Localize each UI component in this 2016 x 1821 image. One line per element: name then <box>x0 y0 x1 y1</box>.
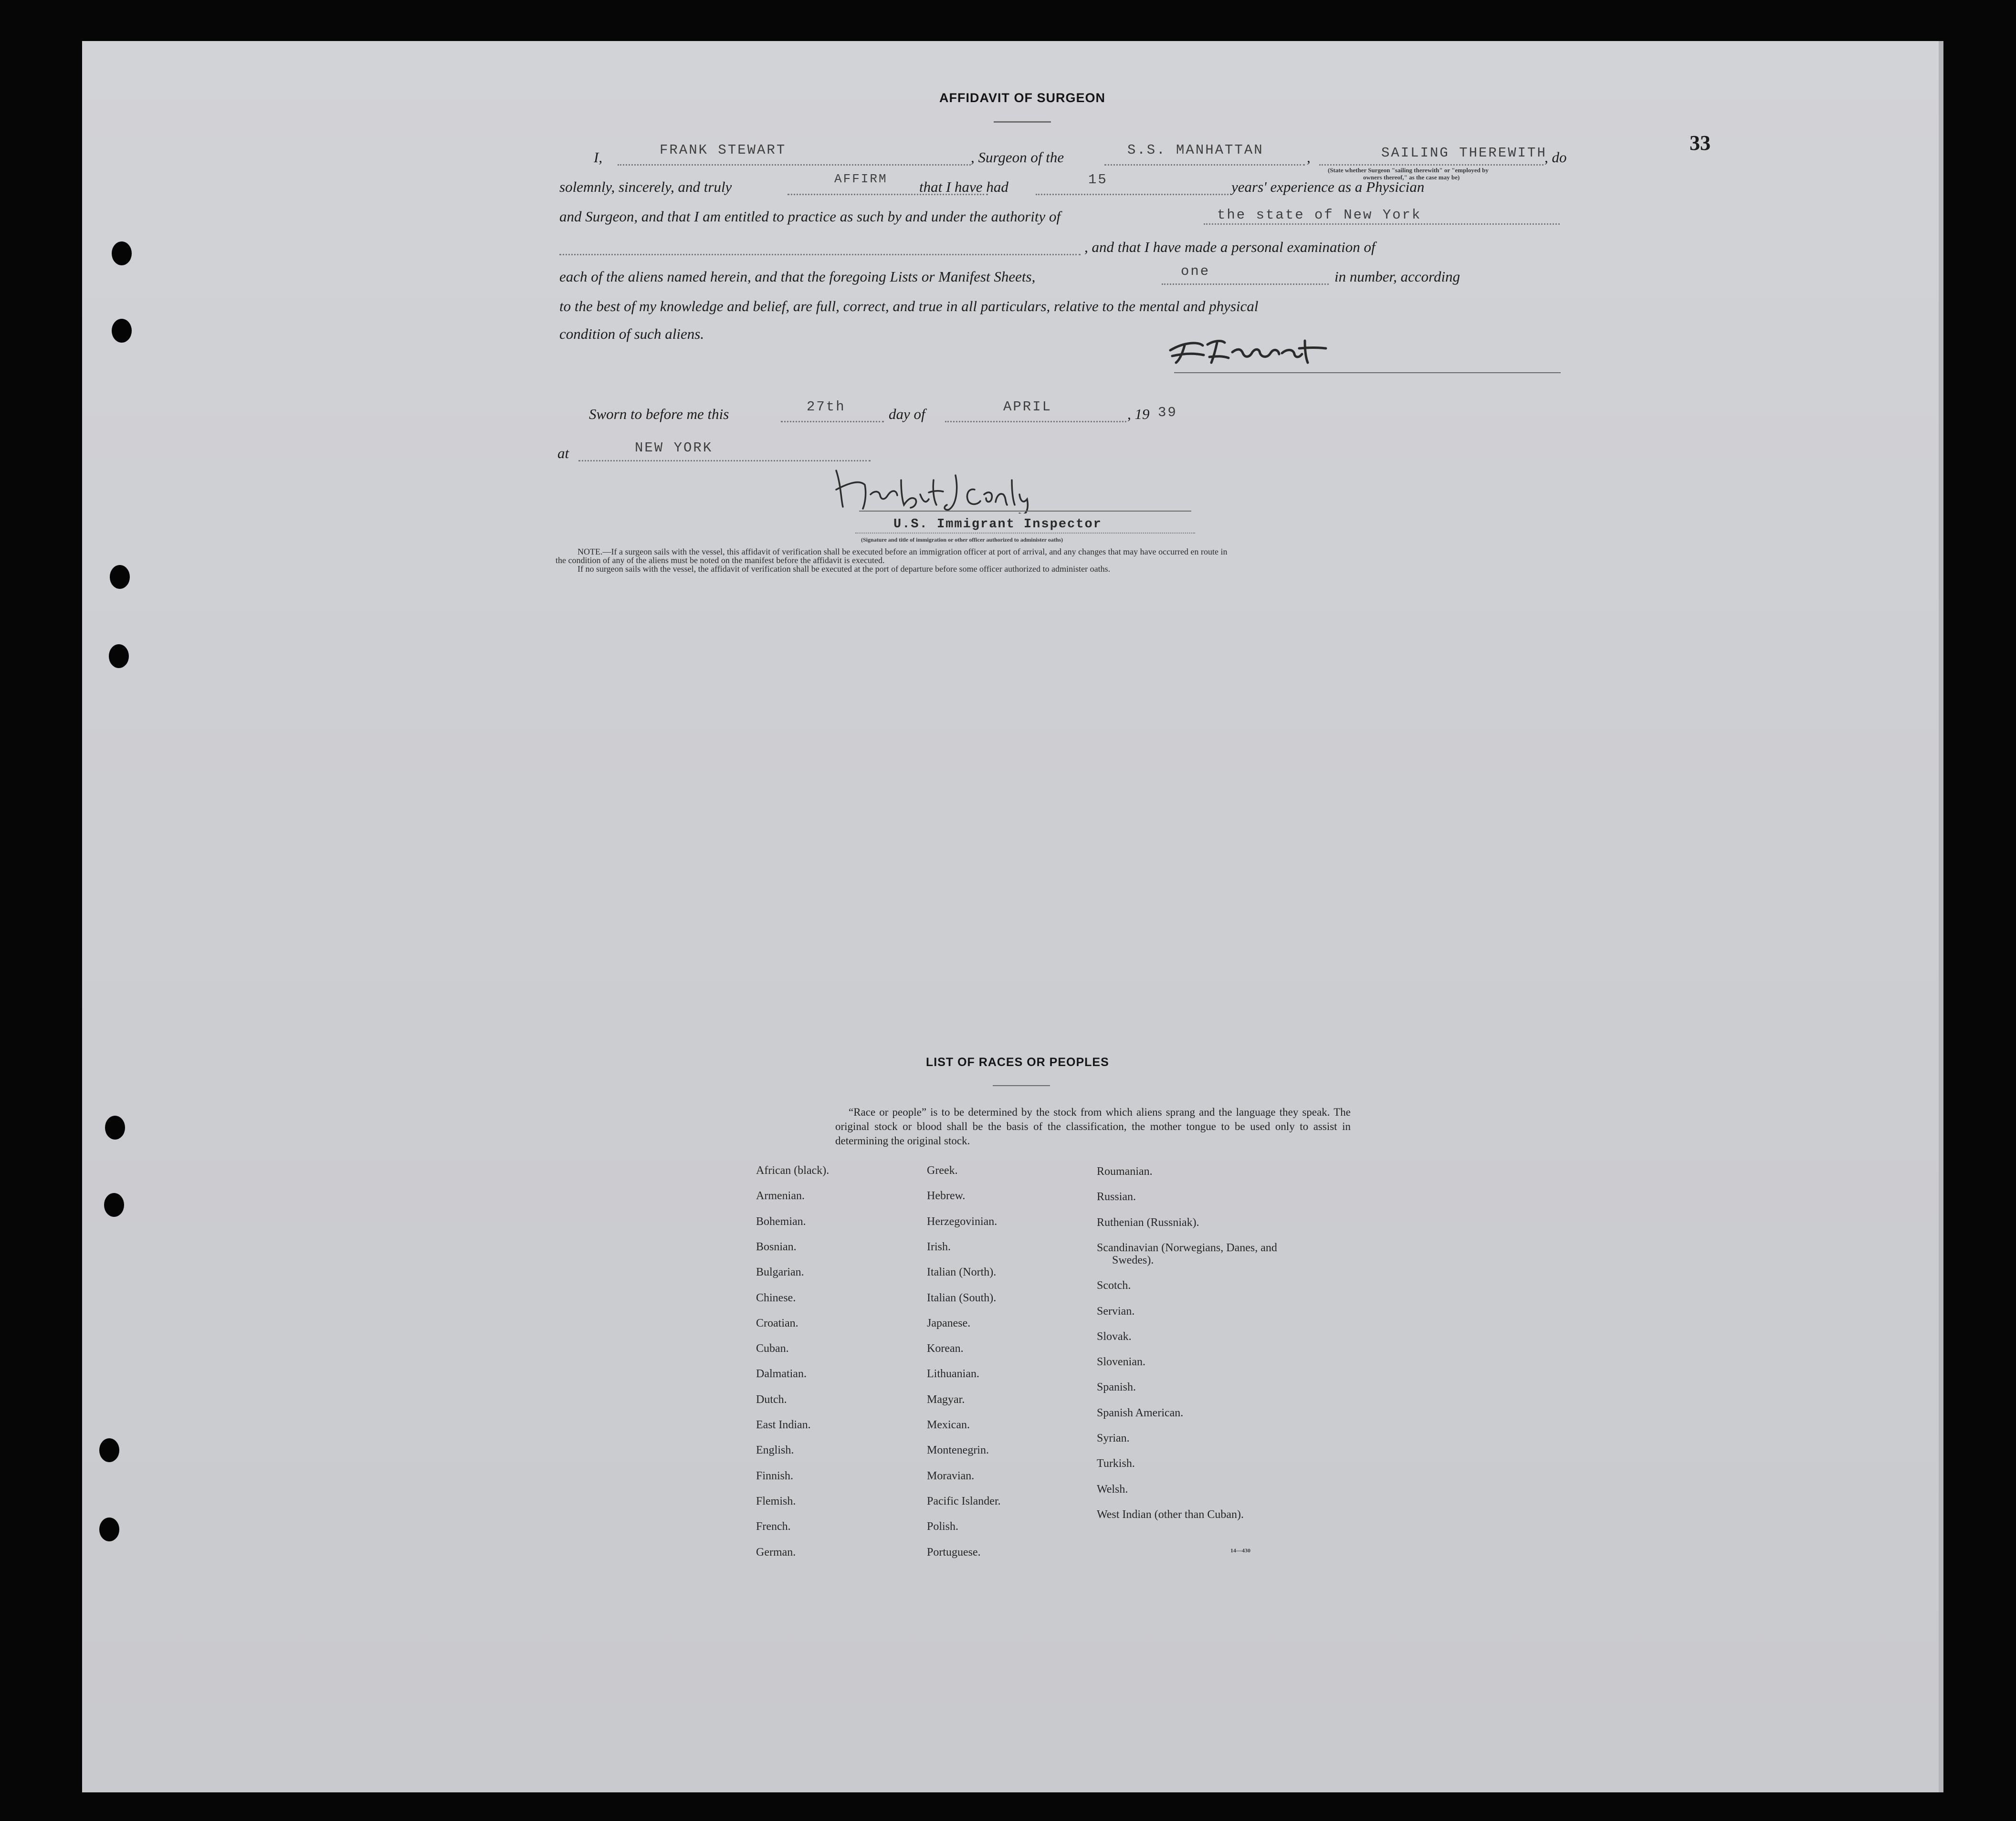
race-list-item: Servian. <box>1097 1305 1135 1318</box>
authority-field: the state of New York <box>1217 207 1422 223</box>
race-list-item: Pacific Islander. <box>927 1495 1001 1507</box>
race-list-item: Magyar. <box>927 1393 965 1406</box>
race-list-item: Italian (South). <box>927 1291 997 1304</box>
race-list-item: West Indian (other than Cuban). <box>1097 1508 1244 1521</box>
race-list-item: Polish. <box>927 1520 959 1533</box>
race-list-item: Ruthenian (Russniak). <box>1097 1216 1199 1229</box>
sworn-month-field: APRIL <box>1003 399 1052 415</box>
knowledge-label: to the best of my knowledge and belief, are full, correct, and true in all particulars, relative to the mental and physical <box>559 298 1259 314</box>
day-of-label: day of <box>889 406 925 422</box>
race-list-item: Cuban. <box>756 1342 789 1355</box>
race-list-item: Bulgarian. <box>756 1266 804 1279</box>
authority-line <box>1204 223 1560 225</box>
inspector-signature-line <box>859 511 1191 512</box>
race-list-item: Russian. <box>1097 1191 1136 1204</box>
sworn-label: Sworn to before me this <box>589 406 729 422</box>
at-label: at <box>557 445 569 461</box>
binder-hole <box>112 319 132 343</box>
race-list-item: Syrian. <box>1097 1432 1130 1444</box>
sheets-count-field: one <box>1181 263 1210 279</box>
sworn-place-field: NEW YORK <box>635 440 713 456</box>
race-list-item: Armenian. <box>756 1190 805 1203</box>
surgeon-name-line <box>618 164 971 166</box>
binder-hole <box>110 565 130 589</box>
inspector-title-line <box>855 533 1195 534</box>
surgeon-signature-line <box>1174 372 1561 373</box>
binder-hole <box>104 1193 124 1217</box>
had-label: that I have had <box>919 178 1008 195</box>
race-list-item: Mexican. <box>927 1419 970 1431</box>
authority-continuation-line <box>559 254 1081 255</box>
race-list-item: Japanese. <box>927 1317 971 1329</box>
race-list-item: German. <box>756 1546 796 1559</box>
race-list-item: African (black). <box>756 1164 830 1177</box>
race-list-item: Herzegovinian. <box>927 1215 998 1228</box>
number-label: in number, according <box>1334 268 1460 285</box>
race-list-item: Welsh. <box>1097 1483 1128 1496</box>
vessel-field: S.S. MANHATTAN <box>1127 142 1264 158</box>
authority-label: and Surgeon, and that I am entitled to practice as such by and under the authority of <box>559 208 1061 225</box>
races-title: LIST OF RACES OR PEOPLES <box>926 1056 1109 1069</box>
oath-type-field: AFFIRM <box>834 172 888 186</box>
title-rule <box>994 121 1051 123</box>
form-number: 14—430 <box>1230 1547 1250 1554</box>
race-list-item: Scandinavian (Norwegians, Danes, and Swedes). <box>1097 1241 1277 1266</box>
solemnly-label: solemnly, sincerely, and truly <box>559 178 732 195</box>
sailing-note-2: owners thereof," as the case may be) <box>1363 174 1460 181</box>
race-list-item: Roumanian. <box>1097 1165 1153 1178</box>
note-line-1: NOTE.—If a surgeon sails with the vessel, this affidavit of verification shall be executed before an immigration officer at port of arrival, and any changes that may have occurred en route in <box>578 547 1228 556</box>
inspector-title: U.S. Immigrant Inspector <box>893 517 1102 532</box>
surgeon-name-field: FRANK STEWART <box>660 142 787 158</box>
sworn-day-field: 27th <box>807 399 846 415</box>
race-list-item: Spanish. <box>1097 1381 1136 1394</box>
race-list-item: Bohemian. <box>756 1215 806 1228</box>
binder-hole <box>112 241 132 265</box>
sheets-line <box>1162 283 1329 285</box>
sailing-note-1: (State whether Surgeon "sailing therewith" or "employed by <box>1328 167 1489 174</box>
race-list-item: Korean. <box>927 1342 964 1355</box>
race-list-item: Montenegrin. <box>927 1444 989 1457</box>
race-list-item: Finnish. <box>756 1469 794 1482</box>
experience-label: years' experience as a Physician <box>1231 178 1425 195</box>
race-list-item: Hebrew. <box>927 1190 966 1203</box>
note-line-3: If no surgeon sails with the vessel, the affidavit of verification shall be executed at the port of departure before some officer authorized to administer oaths. <box>578 564 1111 574</box>
do-label: , do <box>1544 149 1567 166</box>
years-line <box>1036 194 1228 195</box>
races-title-rule <box>993 1085 1050 1086</box>
race-list-item: Greek. <box>927 1164 958 1177</box>
sailing-line <box>1319 164 1544 166</box>
race-list-item: Moravian. <box>927 1469 975 1482</box>
surgeon-of-label: , Surgeon of the <box>971 149 1064 166</box>
comma: , <box>1307 149 1311 166</box>
sailing-status-field: SAILING THEREWITH <box>1381 145 1547 161</box>
manifest-page <box>82 41 1943 1792</box>
years-field: 15 <box>1088 172 1108 188</box>
race-list-item: Slovenian. <box>1097 1356 1145 1369</box>
binder-hole <box>99 1438 119 1462</box>
binder-hole <box>105 1116 125 1140</box>
race-list-item: Spanish American. <box>1097 1406 1184 1419</box>
examination-label: , and that I have made a personal examination of <box>1084 239 1376 255</box>
race-list-item: Dutch. <box>756 1393 787 1406</box>
sworn-day-line <box>781 421 884 422</box>
race-list-item: Irish. <box>927 1240 951 1253</box>
race-list-item: Bosnian. <box>756 1240 797 1253</box>
sworn-month-line <box>945 421 1126 422</box>
sworn-year-field: 39 <box>1158 405 1177 420</box>
race-list-item: East Indian. <box>756 1419 811 1431</box>
note-line-2: the condition of any of the aliens must be noted on the manifest before the affidavit is executed. <box>556 555 885 565</box>
race-list-item: Italian (North). <box>927 1266 997 1279</box>
affidavit-title: AFFIDAVIT OF SURGEON <box>939 91 1105 105</box>
races-intro: “Race or people” is to be determined by the stock from which aliens sprang and the language they speak. The original stock or blood shall be the basis of the classification, the mother tongue to be used only to assist in determining the original stock. <box>835 1106 1351 1147</box>
binder-hole <box>109 644 129 668</box>
race-list-item: Dalmatian. <box>756 1368 807 1381</box>
race-list-item: Slovak. <box>1097 1330 1132 1343</box>
race-list-item: French. <box>756 1520 791 1533</box>
race-list-item: Turkish. <box>1097 1457 1135 1470</box>
inspector-signature <box>827 461 1056 513</box>
race-list-item: Portuguese. <box>927 1546 981 1559</box>
race-list-item: Scotch. <box>1097 1279 1131 1292</box>
page-number: 33 <box>1690 131 1711 155</box>
year-prefix: , 19 <box>1127 406 1150 422</box>
surgeon-signature <box>1166 331 1337 369</box>
binder-hole <box>99 1518 119 1541</box>
race-list-item: English. <box>756 1444 794 1457</box>
inspector-caption: (Signature and title of immigration or other officer authorized to administer oaths) <box>861 536 1063 543</box>
condition-label: condition of such aliens. <box>559 325 704 342</box>
sheets-label: each of the aliens named herein, and that the foregoing Lists or Manifest Sheets, <box>559 268 1036 285</box>
race-list-item: Flemish. <box>756 1495 796 1507</box>
i-label: I, <box>594 149 603 166</box>
race-list-item: Chinese. <box>756 1291 796 1304</box>
vessel-line <box>1104 164 1305 166</box>
race-list-item: Croatian. <box>756 1317 798 1329</box>
race-list-item: Lithuanian. <box>927 1368 979 1381</box>
